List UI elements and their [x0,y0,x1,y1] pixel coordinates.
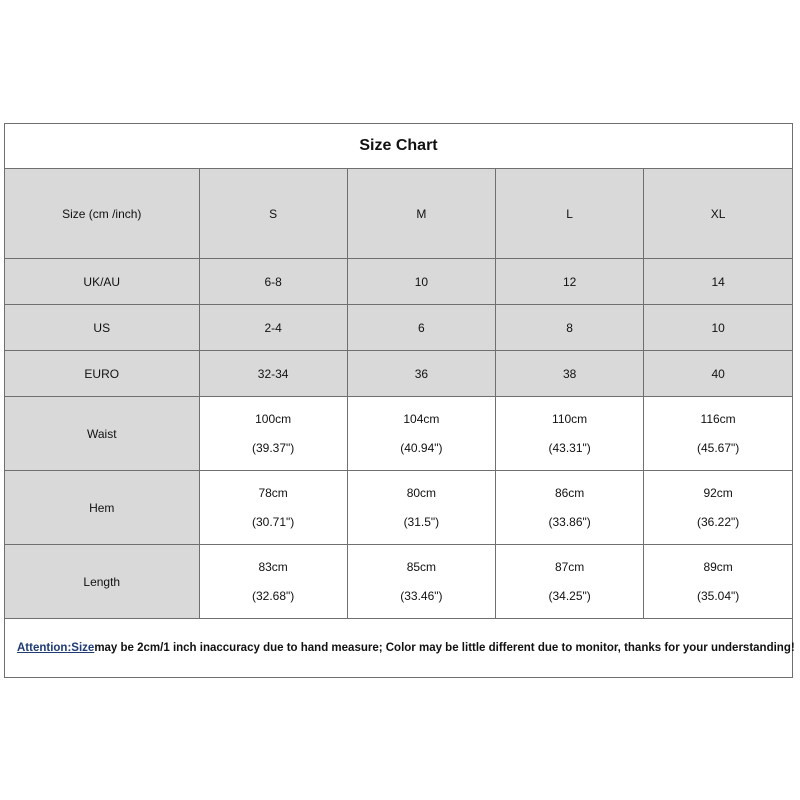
table-cell [496,471,644,545]
table-cell: 2-4 [199,305,347,351]
size-header-m: M [347,169,495,259]
size-header-s: S [199,169,347,259]
table-row-ukau [5,259,792,305]
attention-label: Attention:Size [17,642,95,654]
row-label: Length [5,545,199,619]
cm-value: 83cm [258,560,288,574]
cm-value: 80cm [406,486,437,500]
table-cell [347,545,495,619]
table-cell: 14 [644,259,792,305]
size-table [5,169,792,619]
table-cell: 40 [644,351,792,397]
row-label: Waist [5,397,199,471]
inch-value: (43.31") [548,441,591,455]
row-label: Hem [5,471,199,545]
table-cell: 38 [496,351,644,397]
table-row-euro [5,351,792,397]
table-cell [199,471,347,545]
chart-title: Size Chart [5,124,792,169]
inch-value: (40.94") [400,441,443,455]
table-row-length [5,545,792,619]
inch-value: (33.46") [400,589,443,603]
inch-value: (32.68") [251,589,295,603]
table-cell: 10 [644,305,792,351]
table-cell [644,545,792,619]
cm-value: 116cm [700,412,736,426]
table-cell: 6 [347,305,495,351]
table-cell [347,397,495,471]
size-header-xl: XL [644,169,792,259]
table-cell [496,545,644,619]
table-cell: 6-8 [199,259,347,305]
cm-value: 110cm [552,412,588,426]
size-header-l: L [496,169,644,259]
attention-note [5,619,795,677]
header-label-cell: Size (cm /inch) [5,169,199,259]
inch-value: (36.22") [696,515,740,529]
inch-value: (45.67") [696,441,740,455]
table-row-us [5,305,792,351]
cm-value: 100cm [255,412,292,426]
attention-text: may be 2cm/1 inch inaccuracy due to hand measure; Color may be little different due to monitor, thanks for your understanding! [94,642,795,654]
table-cell [199,545,347,619]
table-header-row [5,169,792,259]
cm-value: 85cm [406,560,437,574]
table-row-hem [5,471,792,545]
cm-value: 86cm [554,486,585,500]
table-cell [199,397,347,471]
table-cell [644,397,792,471]
inch-value: (30.71") [251,515,295,529]
row-label: US [5,305,199,351]
cm-value: 104cm [403,412,440,426]
table-row-waist [5,397,792,471]
inch-value: (35.04") [696,589,740,603]
row-label: UK/AU [5,259,199,305]
table-cell: 8 [496,305,644,351]
inch-value: (33.86") [548,515,591,529]
cm-value: 89cm [703,560,733,574]
table-cell: 12 [496,259,644,305]
table-cell: 10 [347,259,495,305]
cm-value: 87cm [554,560,585,574]
row-label: EURO [5,351,199,397]
cm-value: 92cm [703,486,733,500]
table-cell [347,471,495,545]
table-cell [644,471,792,545]
inch-value: (34.25") [548,589,591,603]
inch-value: (39.37") [251,441,295,455]
inch-value: (31.5") [403,515,440,529]
table-cell [496,397,644,471]
table-cell: 32-34 [199,351,347,397]
size-chart [4,123,793,678]
cm-value: 78cm [258,486,288,500]
table-cell: 36 [347,351,495,397]
